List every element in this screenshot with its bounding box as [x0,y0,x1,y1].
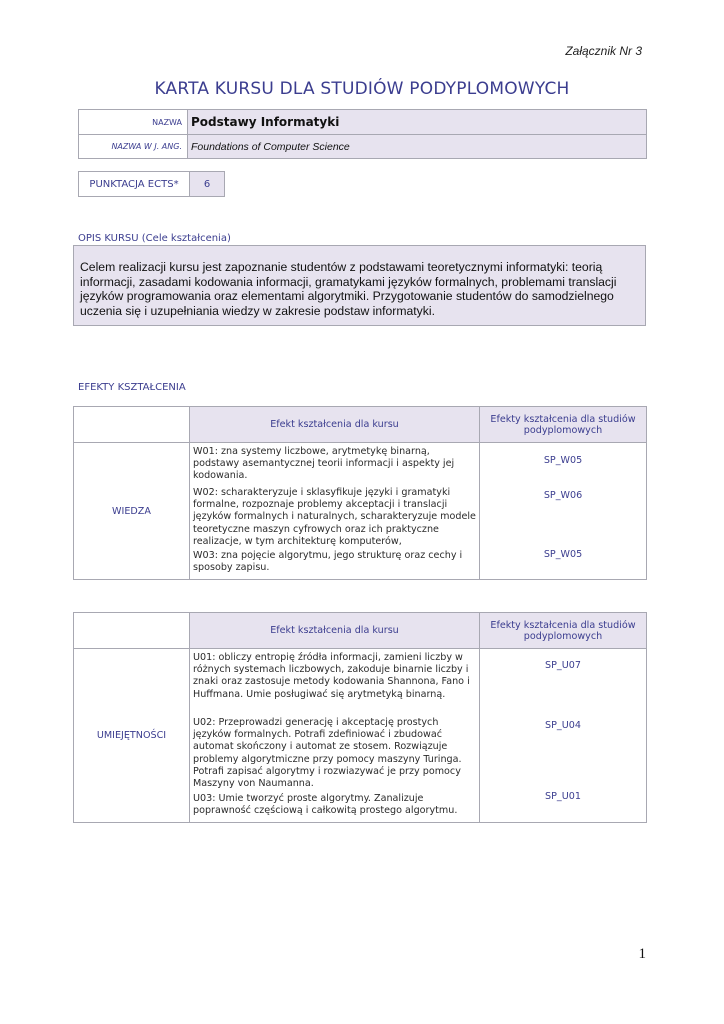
skills-effects-table [73,612,647,823]
skills-code-u01: SP_U07 [545,660,581,671]
ects-label: PUNKTACJA ECTS* [79,172,190,197]
knowledge-code-w03: SP_W05 [543,549,583,560]
knowledge-items [190,443,480,580]
knowledge-item-w01: W01: zna systemy liczbowe, arytmetykę binarną, podstawy asemantycznej teorii informacji i aspekty jej kodowania. [193,446,455,482]
ects-table [78,171,225,197]
document-title: KARTA KURSU DLA STUDIÓW PODYPLOMOWYCH [154,79,570,99]
knowledge-item-w03: W03: zna pojęcie algorytmu, jego strukturę oraz cechy i sposoby zapisu. [193,550,463,574]
knowledge-effects-table [73,406,647,580]
skills-item-u03: U03: Umie tworzyć proste algorytmy. Zanalizuje poprawność częściową i całkowitą prostego algorytmu. [193,793,458,817]
ects-value: 6 [190,172,225,197]
effects-label: EFEKTY KSZTAŁCENIA [78,382,186,393]
skills-program-header: Efekty kształcenia dla studiów podyplomowych [480,613,647,649]
skills-item-u02: U02: Przeprowadzi generację i akceptację prostych języków formalnych. Potrafi zdefiniować i zbudować automat skończony i automat ze stosem. Rozwiązuje problemy algorytmiczne przy pomocy maszyny Turinga. Potrafi zapisać algorytmy i rozwiazywać je przy pomocy Maszyny von Naumanna. [193,717,462,790]
knowledge-codes [480,443,647,580]
skills-category: UMIEJĘTNOŚCI [74,649,190,823]
knowledge-item-w02: W02: scharakteryzuje i sklasyfikuje języki i gramatyki formalne, rozpoznaje problemy akceptacji i translacji języków formalnych i naturalnych, scharakteryzuje modele teoretyczne maszyn cyfrowych oraz ich praktyczne realizacje, w tym architekturę komputerów, [193,487,476,547]
name-en-label: NAZWA W J. ANG. [79,135,188,159]
skills-code-u03: SP_U01 [545,791,581,802]
course-name-en: Foundations of Computer Science [188,135,647,159]
skills-corner-cell [74,613,190,649]
skills-course-header: Efekt kształcenia dla kursu [190,613,480,649]
skills-items [190,649,480,823]
skills-item-u01: U01: obliczy entropię źródła informacji, zamieni liczby w różnych systemach liczbowych, zakoduje binarnie liczby i znaki oraz zastosuje metody kodowania Shannona, Fano i Huffmana. Umie posługiwać się arytmetyką binarną. [193,652,470,700]
knowledge-program-header: Efekty kształcenia dla studiów podyplomowych [480,407,647,443]
knowledge-code-w01: SP_W05 [543,455,583,466]
course-name: Podstawy Informatyki [188,110,647,135]
description-label: OPIS KURSU (Cele kształcenia) [78,233,231,244]
knowledge-code-w02: SP_W06 [543,490,583,501]
course-description: Celem realizacji kursu jest zapoznanie studentów z podstawami teoretycznymi informatyki: teorią informacji, zasadami kodowania informacji, gramatykami języków formalnych, problemami translacji języków programowania oraz elementami algorytmiki. Przygotowanie studentów do samodzielnego uczenia się i uzupełniania wiedzy w zakresie podstaw informatyki. [73,245,646,326]
skills-code-u02: SP_U04 [545,720,581,731]
course-name-table [78,109,647,159]
knowledge-corner-cell [74,407,190,443]
knowledge-course-header: Efekt kształcenia dla kursu [190,407,480,443]
knowledge-category: WIEDZA [74,443,190,580]
page-number: 1 [638,946,646,962]
name-label: NAZWA [79,110,188,135]
attachment-number: Załącznik Nr 3 [565,44,642,58]
skills-codes [480,649,647,823]
